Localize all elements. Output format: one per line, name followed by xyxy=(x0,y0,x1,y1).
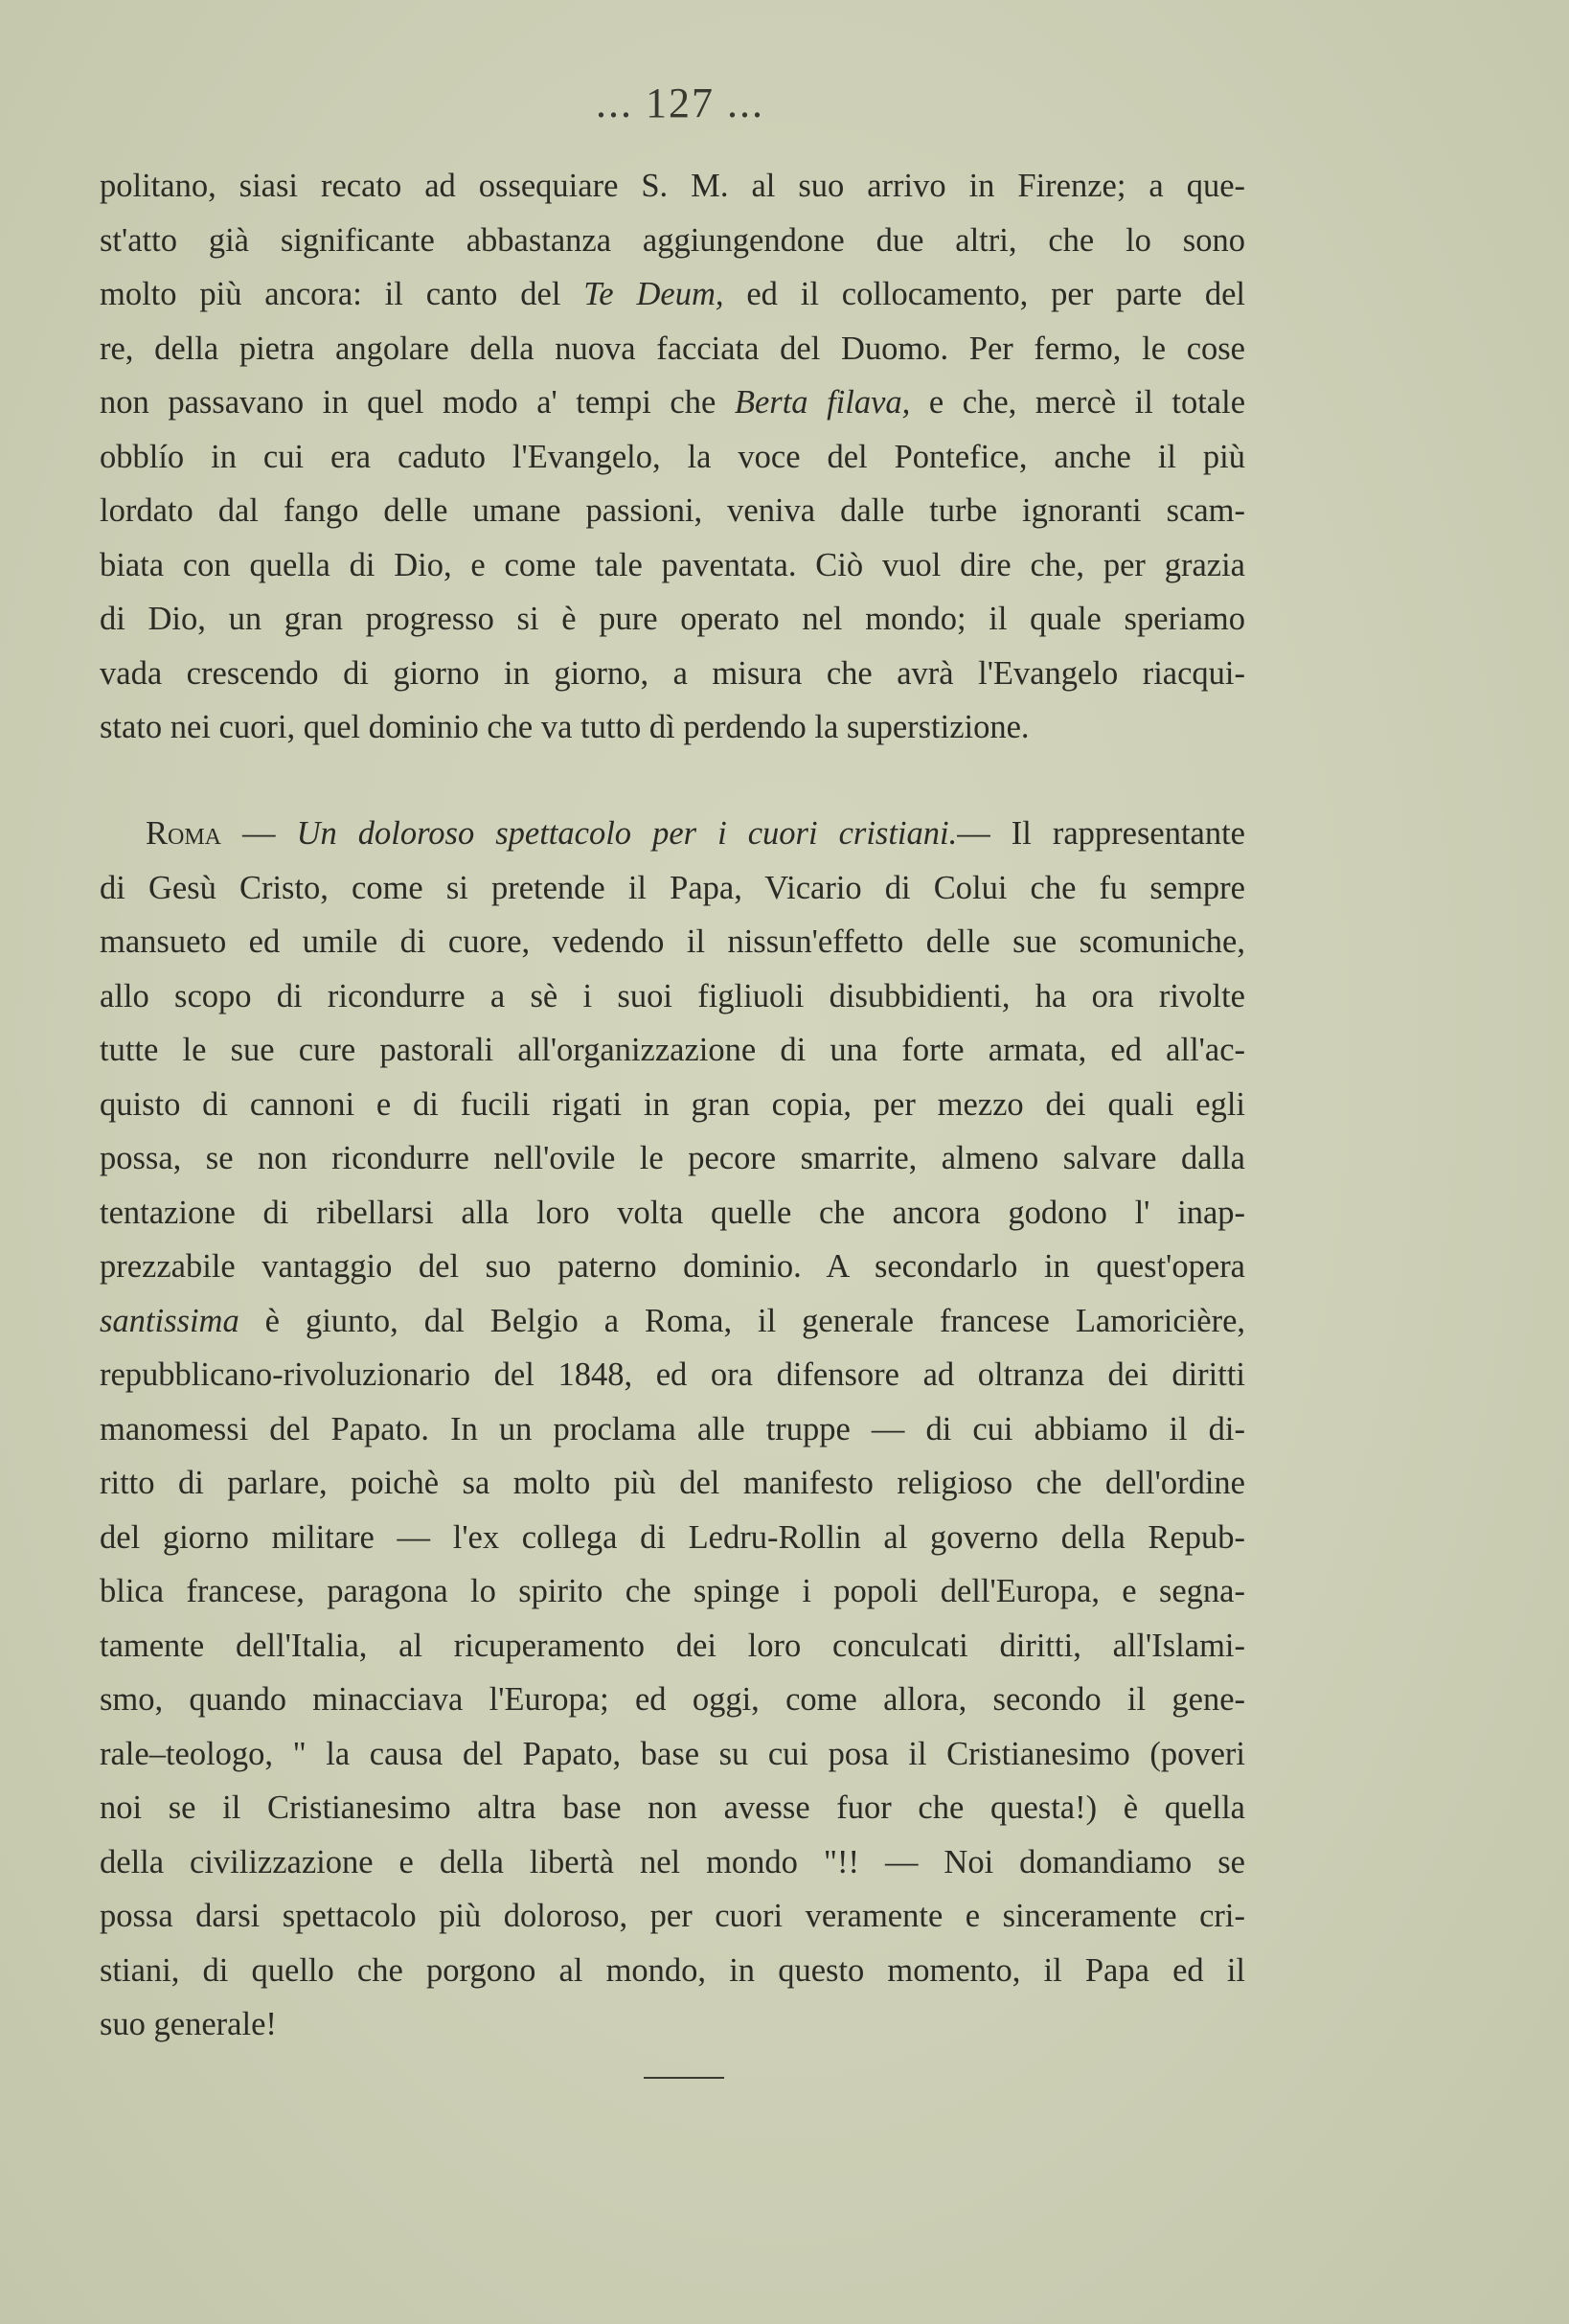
text-line: della civilizzazione e della libertà nel mondo "!! — Noi domandiamo se xyxy=(100,1843,1245,1880)
text-line: manomessi del Papato. In un proclama alle truppe — di cui abbiamo il di- xyxy=(100,1410,1245,1447)
page-number: ... 127 ... xyxy=(596,80,764,126)
text-line: repubblicano-rivoluzionario del 1848, ed ora difensore ad oltranza dei diritti xyxy=(100,1356,1245,1393)
text-line xyxy=(100,1294,1245,1349)
text-line: stiani, di quello che porgono al mondo, in questo momento, il Papa ed il xyxy=(100,1951,1245,1989)
italic-text: Berta filava, xyxy=(734,384,911,421)
text-line: st'atto già significante abbastanza aggiungendone due altri, che lo sono xyxy=(100,221,1245,259)
text-line: del giorno militare — l'ex collega di Ledru-Rollin al governo della Repub- xyxy=(100,1518,1245,1556)
text-fragment: molto più ancora: il canto del xyxy=(100,276,561,312)
text-line: ritto di parlare, poichè sa molto più del manifesto religioso che dell'ordine xyxy=(100,1465,1245,1501)
text-fragment: e che, mercè il totale xyxy=(928,384,1246,421)
text-line: tentazione di ribellarsi alla loro volta quelle che ancora godono l' inap- xyxy=(100,1194,1245,1231)
text-line: vada crescendo di giorno in giorno, a misura che avrà l'Evangelo riacqui- xyxy=(100,654,1245,692)
paragraph-2 xyxy=(100,807,1245,2052)
text-line: politano, siasi recato ad ossequiare S. M. al suo arrivo in Firenze; a que- xyxy=(100,168,1245,204)
text-line: mansueto ed umile di cuore, vedendo il nissun'effetto delle sue scomuniche, xyxy=(100,923,1245,960)
text-line: smo, quando minacciava l'Europa; ed oggi, come allora, secondo il gene- xyxy=(100,1681,1245,1718)
text-line: allo scopo di ricondurre a sè i suoi figliuoli disubbidienti, ha ora rivolte xyxy=(100,977,1245,1014)
text-line: re, della pietra angolare della nuova facciata del Duomo. Per fermo, le cose xyxy=(100,330,1245,367)
text-line: biata con quella di Dio, e come tale paventata. Ciò vuol dire che, per grazia xyxy=(100,546,1245,583)
text-line: tutte le sue cure pastorali all'organizzazione di una forte armata, ed all'ac- xyxy=(100,1032,1245,1068)
text-fragment: è giunto, dal Belgio a Roma, il generale francese Lamoricière, xyxy=(264,1302,1246,1339)
text-fragment: ed il collocamento, per parte del xyxy=(746,276,1245,312)
text-fragment: — xyxy=(221,815,297,852)
text-fragment: non passavano in quel modo a' tempi che xyxy=(100,384,716,421)
text-line: tamente dell'Italia, al ricuperamento dei loro conculcati diritti, all'Islami- xyxy=(100,1627,1245,1664)
text-line: di Gesù Cristo, come si pretende il Papa, Vicario di Colui che fu sempre xyxy=(100,869,1245,906)
text-line: possa darsi spettacolo più doloroso, per cuori veramente e sinceramente cri- xyxy=(100,1898,1245,1934)
text-line: lordato dal fango delle umane passioni, veniva dalle turbe ignoranti scam- xyxy=(100,492,1245,529)
text-fragment: — Il rappresentante xyxy=(957,815,1245,852)
text-line: suo generale! xyxy=(100,2006,277,2042)
section-heading-title: Un doloroso spettacolo per i cuori cristiani. xyxy=(296,815,958,852)
text-line: noi se il Cristianesimo altra base non avesse fuor che questa!) è quella xyxy=(100,1789,1245,1826)
text-line xyxy=(100,376,1245,430)
text-line: di Dio, un gran progresso si è pure operato nel mondo; il quale speriamo xyxy=(100,601,1245,637)
closing-rule xyxy=(644,2077,724,2079)
text-line: blica francese, paragona lo spirito che spinge i popoli dell'Europa, e segna- xyxy=(100,1573,1245,1609)
text-line: rale–teologo, " la causa del Papato, base su cui posa il Cristianesimo (poveri xyxy=(100,1735,1245,1772)
italic-text: Te Deum, xyxy=(583,276,724,312)
paragraph-1 xyxy=(100,159,1245,755)
text-line: quisto di cannoni e di fucili rigati in gran copia, per mezzo dei quali egli xyxy=(100,1085,1245,1123)
text-line xyxy=(100,807,1245,861)
section-heading-city: Roma xyxy=(146,815,222,852)
text-line xyxy=(100,267,1245,322)
text-line: obblío in cui era caduto l'Evangelo, la voce del Pontefice, anche il più xyxy=(100,438,1245,475)
italic-text: santissima xyxy=(100,1302,239,1339)
text-line: stato nei cuori, quel dominio che va tutto dì perdendo la superstizione. xyxy=(100,709,1030,745)
text-line: possa, se non ricondurre nell'ovile le pecore smarrite, almeno salvare dalla xyxy=(100,1140,1245,1176)
text-line: prezzabile vantaggio del suo paterno dominio. A secondarlo in quest'opera xyxy=(100,1248,1245,1285)
